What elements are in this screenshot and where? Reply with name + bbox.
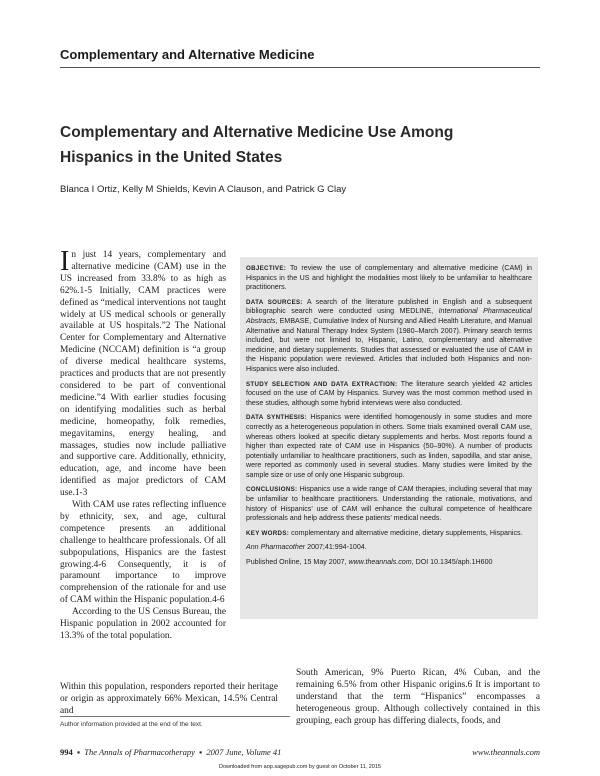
citation-ref: 2007;41:994-1004. — [307, 543, 367, 552]
author-note: Author information provided at the end of the text. — [60, 721, 203, 728]
footer-bullet-1: ▪ — [74, 747, 83, 757]
footer-site-link[interactable]: www.theannals.com — [472, 747, 540, 757]
abstract-keywords — [246, 529, 532, 539]
conclusions-label: CONCLUSIONS: — [246, 486, 298, 494]
article-title: Complementary and Alternative Medicine Use Among Hispanics in the United States — [60, 124, 454, 166]
footer-issue: 2007 June, Volume 41 — [206, 747, 282, 757]
footer-journal: The Annals of Pharmacotherapy — [84, 747, 195, 757]
keywords-text: complementary and alternative medicine, dietary supplements, Hispanics. — [291, 528, 523, 537]
body-column-left — [60, 246, 226, 643]
objective-text: To review the use of complementary and alternative medicine (CAM) in Hispanics in the US and highlight the modalities most likely to be unfamiliar to healthcare practitioners. — [246, 264, 532, 292]
page-number: 994 — [60, 747, 73, 757]
sources-text-a: A search of the literature published in English and a subsequent bibliographic search were conducted using MEDLINE, — [246, 297, 532, 316]
abstract-data-synthesis — [246, 413, 532, 480]
published-doi: , DOI 10.1345/aph.1H600 — [411, 558, 493, 567]
citation-journal: Ann Pharmacother — [246, 543, 306, 552]
abstract-objective — [246, 264, 532, 293]
conclusions-text: Hispanics use a wide range of CAM therapies, including several that may be unfamiliar to healthcare practitioners. Understanding the rationale, motivations, and history of Hispanics’ use of CAM will enhance the cultural competence of healthcare professionals and help address these patients’ medical needs. — [246, 485, 532, 523]
body-paragraph-1 — [60, 246, 226, 500]
published-text-a: Published Online, 15 May 2007, — [246, 558, 347, 567]
published-site-link[interactable]: www.theannals.com — [348, 558, 412, 567]
drop-cap: I — [60, 246, 70, 277]
sources-text-b: , EMBASE, Cumulative Index of Nursing and Allied Health Literature, and Manual Alternative and Natural Therapy Index System (1980–March 2007). Primary search terms included, but were not limited to, Hispanic, Latino, complementary and alternative medicine, and dietary supplements. Studies that assessed or evaluated the use of CAM in the Hispanic population were reviewed. Articles that included both Hispanics and non-Hispanics were also included. — [246, 316, 532, 373]
header-divider — [60, 67, 540, 68]
sources-label: DATA SOURCES: — [246, 298, 303, 306]
synthesis-text: Hispanics were identified homogenously in some studies and more correctly as a heterogeneous population in others. Some trials examined overall CAM use, whereas others looked at specific dietary supplements and herbs. Most reports found a higher than expected rate of CAM use in Hispanics (50–90%). A number of products potentially unfamiliar to healthcare practitioners, such as linden, sapodilla, and star anise, were reported as commonly used in several studies. Many studies were limited by the sample size or use of only one Hispanic subgroup. — [246, 413, 532, 479]
synthesis-label: DATA SYNTHESIS: — [246, 414, 307, 422]
abstract-study-selection — [246, 380, 532, 409]
page-footer — [60, 747, 540, 757]
section-header: Complementary and Alternative Medicine — [60, 47, 315, 62]
abstract-data-sources — [246, 298, 532, 375]
abstract-citation — [246, 543, 532, 553]
author-list: Blanca I Ortiz, Kelly M Shields, Kevin A Clauson, and Patrick G Clay — [60, 184, 347, 195]
paragraph-1-text: n just 14 years, complementary and alternative medicine (CAM) use in the US increased from 33.8% to as high as 62%.1-5 Initially, CAM practices were defined as “medical interventions not taught widely at US medical schools or generally available at US hospitals.”2 The National Center for Complementary and Alternative Medicine (NCCAM) definition is “a group of diverse medical healthcare systems, practices and products that are not presently considered to be part of conventional medicine.”4 With earlier studies focusing on identifying modalities such as herbal medicine, homeopathy, folk remedies, megavitamins, energy healing, and massages, studies now include palliative and supportive care. Additionally, ethnicity, education, age, and income have been identified as major predictors of CAM use.1-3 — [60, 250, 226, 499]
body-paragraph-2: With CAM use rates reflecting influence by ethnicity, sex, and age, cultural competence presents an additional challenge to healthcare professionals. Of all subpopulations, Hispanics are the fastest growing.4-6 Consequently, it is of paramount importance to improve comprehension of the rationale for and use of CAM within the Hispanic population.4-6 — [60, 500, 226, 606]
selection-label: STUDY SELECTION AND DATA EXTRACTION: — [246, 380, 398, 388]
body-paragraph-3: According to the US Census Bureau, the Hispanic population in 2002 accounted for 13.3% of the total population. — [60, 607, 226, 641]
selection-text: The literature search yielded 42 articles focused on the use of CAM by Hispanics. Survey was the most common method used in these studies, although some hybrid interviews were also conducted. — [246, 379, 533, 407]
sources-italic: International Pharmaceutical Abstracts — [246, 307, 532, 325]
footnote-divider — [60, 716, 290, 717]
body-column-right: South American, 9% Puerto Rican, 4% Cuban, and the remaining 6.5% from other Hispanic origins.6 It is important to understand that the term “Hispanics” encompasses a heterogeneous group. Although collectively contained in this grouping, each group has differing dialects, foods, and — [296, 668, 540, 726]
body-wide-line: Within this population, responders reported their heritage or origin as approximately 66% Mexican, 14.5% Central and — [60, 682, 278, 716]
abstract-box — [240, 257, 538, 619]
footer-bullet-2: ▪ — [196, 747, 205, 757]
abstract-conclusions — [246, 485, 532, 523]
download-note: Downloaded from aop.sagepub.com by guest on October 11, 2015 — [219, 764, 381, 770]
objective-label: OBJECTIVE: — [246, 265, 287, 272]
abstract-published — [246, 558, 532, 568]
keywords-label: KEY WORDS: — [246, 529, 290, 537]
